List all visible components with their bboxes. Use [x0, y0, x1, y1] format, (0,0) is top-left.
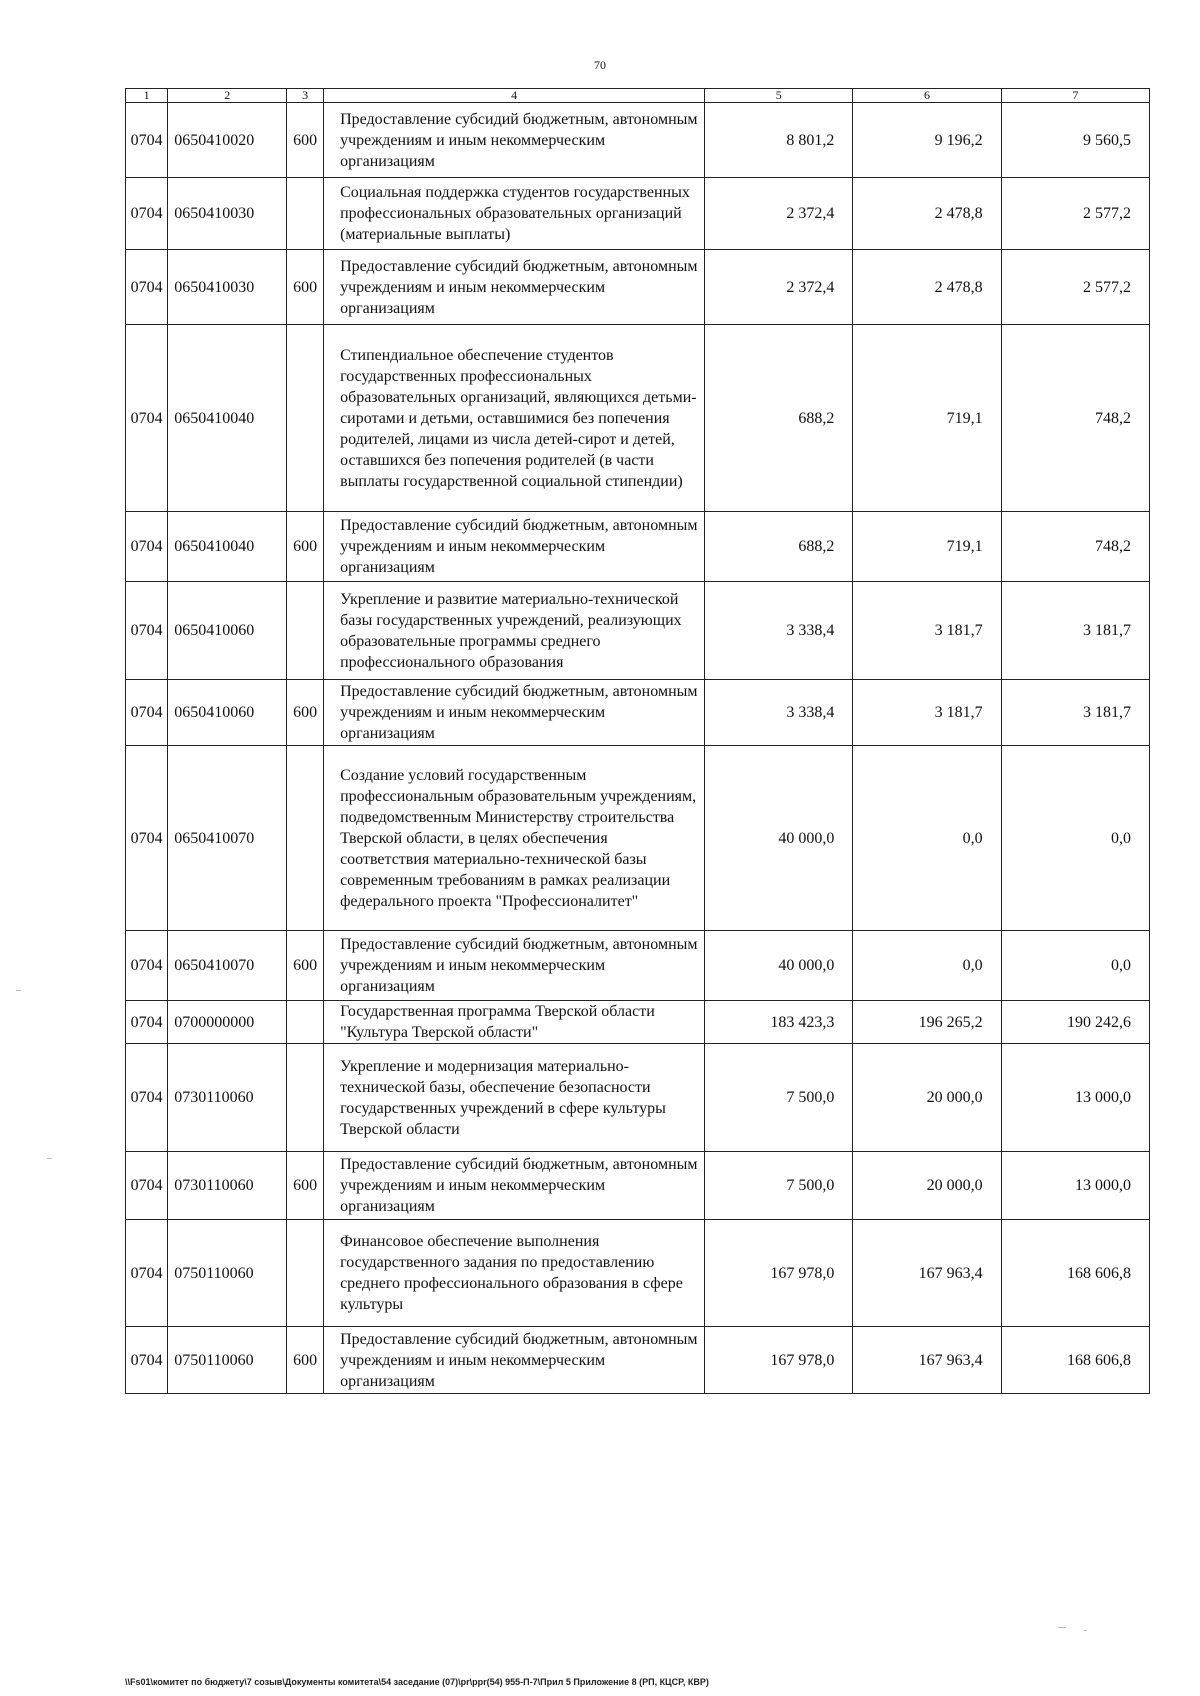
section-code: 0704: [126, 178, 168, 250]
amount-col-5: 40 000,0: [705, 931, 853, 1001]
target-article-code: 0730110060: [168, 1152, 287, 1220]
amount-col-7: 168 606,8: [1001, 1327, 1149, 1394]
section-code: 0704: [126, 931, 168, 1001]
amount-col-6: 167 963,4: [853, 1220, 1001, 1327]
expense-type-code: [287, 178, 324, 250]
footer-file-path: \\Fs01\комитет по бюджету\7 созыв\Документы комитета\54 заседание (07)\pr\ppr(54) 955-П-7\Прил 5 Приложение 8 (РП, КЦСР, КВР): [125, 1677, 709, 1687]
column-header-3: 3: [287, 89, 324, 103]
section-code: 0704: [126, 512, 168, 582]
table-row: [126, 1044, 1150, 1152]
column-header-7: 7: [1001, 89, 1149, 103]
amount-col-7: 190 242,6: [1001, 1001, 1149, 1044]
expense-type-code: [287, 582, 324, 680]
amount-col-6: 20 000,0: [853, 1152, 1001, 1220]
amount-col-6: 0,0: [853, 931, 1001, 1001]
amount-col-7: 13 000,0: [1001, 1152, 1149, 1220]
amount-col-5: 7 500,0: [705, 1152, 853, 1220]
item-name: Предоставление субсидий бюджетным, автономным учреждениям и иным некоммерческим организациям: [324, 680, 705, 746]
expense-type-code: 600: [287, 931, 324, 1001]
amount-col-6: 3 181,7: [853, 582, 1001, 680]
amount-col-5: 183 423,3: [705, 1001, 853, 1044]
margin-mark: [1058, 1627, 1066, 1628]
table-row: [126, 103, 1150, 178]
table-row: [126, 325, 1150, 512]
amount-col-5: 167 978,0: [705, 1220, 853, 1327]
amount-col-7: 3 181,7: [1001, 582, 1149, 680]
item-name: Укрепление и развитие материально-технической базы государственных учреждений, реализующих образовательные программы среднего профессионального образования: [324, 582, 705, 680]
item-name: Государственная программа Тверской области "Культура Тверской области": [324, 1001, 705, 1044]
amount-col-7: 2 577,2: [1001, 250, 1149, 325]
table-row: [126, 1152, 1150, 1220]
expense-type-code: [287, 1001, 324, 1044]
expense-type-code: 600: [287, 1327, 324, 1394]
section-code: 0704: [126, 250, 168, 325]
target-article-code: 0650410030: [168, 250, 287, 325]
amount-col-5: 3 338,4: [705, 680, 853, 746]
column-header-2: 2: [168, 89, 287, 103]
amount-col-5: 167 978,0: [705, 1327, 853, 1394]
section-code: 0704: [126, 680, 168, 746]
amount-col-6: 2 478,8: [853, 178, 1001, 250]
amount-col-6: 167 963,4: [853, 1327, 1001, 1394]
margin-mark: [1084, 1630, 1087, 1631]
target-article-code: 0650410040: [168, 325, 287, 512]
target-article-code: 0730110060: [168, 1044, 287, 1152]
item-name: Стипендиальное обеспечение студентов государственных профессиональных образовательных организаций, являющихся детьми-сиротами и детьми, оставшимися без попечения родителей, лицами из числа детей-сирот и детей, оставшихся без попечения родителей (в части выплаты государственной социальной стипендии): [324, 325, 705, 512]
target-article-code: 0650410060: [168, 582, 287, 680]
amount-col-6: 20 000,0: [853, 1044, 1001, 1152]
item-name: Финансовое обеспечение выполнения государственного задания по предоставлению среднего профессионального образования в сфере культуры: [324, 1220, 705, 1327]
table-row: [126, 178, 1150, 250]
expense-type-code: 600: [287, 680, 324, 746]
expense-type-code: 600: [287, 1152, 324, 1220]
column-header-6: 6: [853, 89, 1001, 103]
item-name: Предоставление субсидий бюджетным, автономным учреждениям и иным некоммерческим организациям: [324, 512, 705, 582]
target-article-code: 0750110060: [168, 1327, 287, 1394]
amount-col-5: 7 500,0: [705, 1044, 853, 1152]
column-header-1: 1: [126, 89, 168, 103]
item-name: Социальная поддержка студентов государственных профессиональных образовательных организаций (материальные выплаты): [324, 178, 705, 250]
target-article-code: 0650410070: [168, 746, 287, 931]
section-code: 0704: [126, 582, 168, 680]
header-row: [126, 89, 1150, 103]
expense-type-code: [287, 325, 324, 512]
item-name: Предоставление субсидий бюджетным, автономным учреждениям и иным некоммерческим организациям: [324, 103, 705, 178]
page-number: 70: [594, 58, 606, 72]
section-code: 0704: [126, 325, 168, 512]
section-code: 0704: [126, 1001, 168, 1044]
expense-type-code: [287, 746, 324, 931]
budget-table: [125, 88, 1150, 1394]
amount-col-6: 3 181,7: [853, 680, 1001, 746]
section-code: 0704: [126, 1044, 168, 1152]
section-code: 0704: [126, 103, 168, 178]
item-name: Предоставление субсидий бюджетным, автономным учреждениям и иным некоммерческим организациям: [324, 1152, 705, 1220]
amount-col-7: 2 577,2: [1001, 178, 1149, 250]
amount-col-6: 0,0: [853, 746, 1001, 931]
amount-col-7: 0,0: [1001, 931, 1149, 1001]
item-name: Предоставление субсидий бюджетным, автономным учреждениям и иным некоммерческим организациям: [324, 250, 705, 325]
expense-type-code: 600: [287, 512, 324, 582]
expense-type-code: [287, 1220, 324, 1327]
table-row: [126, 1220, 1150, 1327]
amount-col-5: 2 372,4: [705, 250, 853, 325]
target-article-code: 0650410030: [168, 178, 287, 250]
amount-col-7: 9 560,5: [1001, 103, 1149, 178]
table-row: [126, 680, 1150, 746]
target-article-code: 0750110060: [168, 1220, 287, 1327]
table-body: [126, 103, 1150, 1394]
amount-col-7: 13 000,0: [1001, 1044, 1149, 1152]
expense-type-code: 600: [287, 250, 324, 325]
amount-col-7: 748,2: [1001, 325, 1149, 512]
expense-type-code: [287, 1044, 324, 1152]
amount-col-6: 2 478,8: [853, 250, 1001, 325]
section-code: 0704: [126, 1220, 168, 1327]
amount-col-5: 688,2: [705, 325, 853, 512]
section-code: 0704: [126, 746, 168, 931]
target-article-code: 0700000000: [168, 1001, 287, 1044]
amount-col-5: 40 000,0: [705, 746, 853, 931]
amount-col-6: 719,1: [853, 325, 1001, 512]
table-row: [126, 582, 1150, 680]
section-code: 0704: [126, 1152, 168, 1220]
table-row: [126, 250, 1150, 325]
amount-col-7: 168 606,8: [1001, 1220, 1149, 1327]
column-header-5: 5: [705, 89, 853, 103]
expense-type-code: 600: [287, 103, 324, 178]
amount-col-6: 719,1: [853, 512, 1001, 582]
table-row: [126, 746, 1150, 931]
amount-col-5: 688,2: [705, 512, 853, 582]
margin-mark: [47, 1158, 52, 1159]
table-row: [126, 931, 1150, 1001]
amount-col-7: 748,2: [1001, 512, 1149, 582]
table-row: [126, 1327, 1150, 1394]
item-name: Создание условий государственным профессиональным образовательным учреждениям, подведомственным Министерству строительства Тверской области, в целях обеспечения соответствия материально-технической базы современным требованиям в рамках реализации федерального проекта "Профессионалитет": [324, 746, 705, 931]
amount-col-7: 3 181,7: [1001, 680, 1149, 746]
column-header-4: 4: [324, 89, 705, 103]
item-name: Предоставление субсидий бюджетным, автономным учреждениям и иным некоммерческим организациям: [324, 1327, 705, 1394]
target-article-code: 0650410020: [168, 103, 287, 178]
item-name: Укрепление и модернизация материально-технической базы, обеспечение безопасности государственных учреждений в сфере культуры Тверской области: [324, 1044, 705, 1152]
amount-col-5: 2 372,4: [705, 178, 853, 250]
margin-mark: [16, 990, 21, 991]
table-row: [126, 512, 1150, 582]
table-row: [126, 1001, 1150, 1044]
amount-col-7: 0,0: [1001, 746, 1149, 931]
section-code: 0704: [126, 1327, 168, 1394]
amount-col-6: 9 196,2: [853, 103, 1001, 178]
amount-col-5: 3 338,4: [705, 582, 853, 680]
amount-col-5: 8 801,2: [705, 103, 853, 178]
target-article-code: 0650410060: [168, 680, 287, 746]
target-article-code: 0650410040: [168, 512, 287, 582]
amount-col-6: 196 265,2: [853, 1001, 1001, 1044]
target-article-code: 0650410070: [168, 931, 287, 1001]
item-name: Предоставление субсидий бюджетным, автономным учреждениям и иным некоммерческим организациям: [324, 931, 705, 1001]
